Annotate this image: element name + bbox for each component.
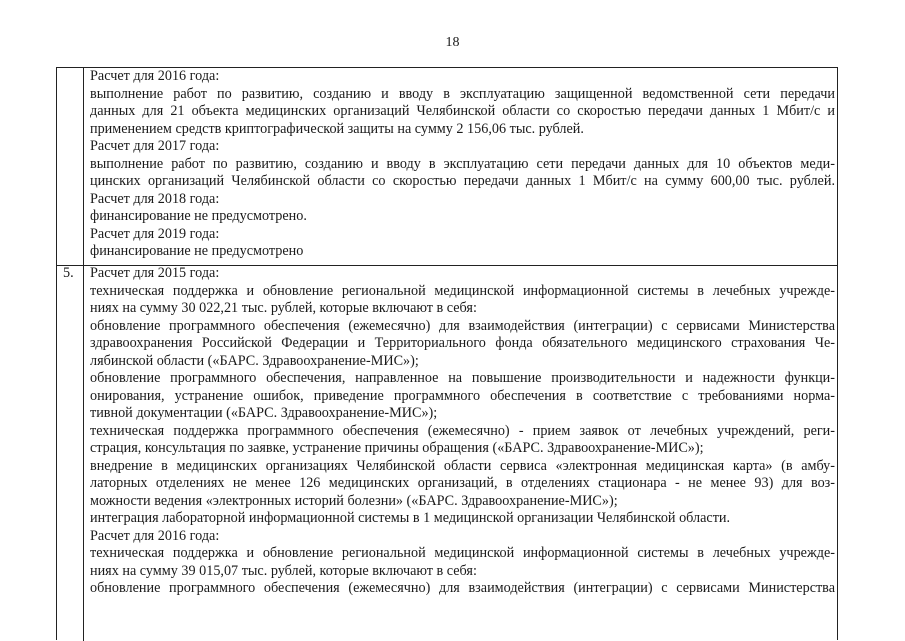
- text-line: Расчет для 2017 года:: [90, 138, 220, 154]
- row-number-cell: [57, 68, 84, 265]
- text-line: тивной документации («БАРС. Здравоохранение-МИС»);: [90, 405, 438, 421]
- text-line: латорных отделениях не менее 126 медицинских организаций, в отделениях стационара - не менее 93) для воз-: [90, 475, 835, 491]
- text-line: Расчет для 2018 года:: [90, 190, 220, 207]
- table-row: [57, 68, 837, 266]
- text-line: техническая поддержка и обновление региональной медицинской информационной системы в лечебных учрежде-: [90, 282, 835, 299]
- text-line: интеграция лабораторной информационной системы в 1 медицинской организации Челябинской области.: [90, 510, 731, 526]
- text-line: страция, консультация по заявке, устранение причины обращения («БАРС. Здравоохранение-МИС»);: [90, 440, 704, 456]
- text-line: финансирование не предусмотрено.: [90, 208, 307, 224]
- text-line: можности ведения «электронных историй болезни» («БАРС. Здравоохранение-МИС»);: [90, 492, 618, 509]
- text-line: лябинской области («БАРС. Здравоохранение-МИС»);: [90, 352, 419, 369]
- text-line: Расчет для 2019 года:: [90, 225, 220, 242]
- text-line: техническая поддержка программного обеспечения (ежемесячно) - прием заявок от лечебных учреждений, реги-: [90, 422, 835, 439]
- text-line: выполнение работ по развитию, созданию и вводу в эксплуатацию защищенной ведомственной сети передачи: [90, 85, 835, 102]
- text-line: данных для 21 объекта медицинских организаций Челябинской области со скоростью передачи данных 1 Мбит/с и: [90, 103, 835, 119]
- text-line: финансирование не предусмотрено: [90, 243, 304, 259]
- text-line: обновление программного обеспечения (ежемесячно) для взаимодействия (интеграции) с сервисами Министерства: [90, 580, 835, 596]
- row-text-cell: [90, 68, 835, 261]
- text-line: Расчет для 2015 года:: [90, 265, 220, 281]
- text-line: ниях на сумму 30 022,21 тыс. рублей, которые включают в себя:: [90, 300, 477, 316]
- table-row: [57, 265, 837, 641]
- row-number-cell: 5.: [57, 265, 84, 641]
- text-line: Расчет для 2016 года:: [90, 68, 220, 84]
- document-table: [56, 67, 838, 640]
- text-line: обновление программного обеспечения, направленное на повышение производительности и надежности функци-: [90, 370, 835, 386]
- text-line: Расчет для 2016 года:: [90, 527, 220, 544]
- text-line: онирования, устранение ошибок, приведение программного обеспечения в соответствие с требованиями норма-: [90, 387, 835, 404]
- page-number: 18: [445, 35, 460, 50]
- text-line: здравоохранения Российской Федерации и Территориального фонда обязательного медицинского страхования Че-: [90, 335, 835, 351]
- text-line: обновление программного обеспечения (ежемесячно) для взаимодействия (интеграции) с сервисами Министерства: [90, 317, 835, 334]
- text-line: внедрение в медицинских организациях Челябинской области сервиса «электронная медицинская карта» (в амбу-: [90, 457, 835, 474]
- text-line: выполнение работ по развитию, созданию и вводу в эксплуатацию сети передачи данных для 10 объектов меди-: [90, 155, 835, 172]
- row-text-cell: [90, 265, 835, 598]
- text-line: ниях на сумму 39 015,07 тыс. рублей, которые включают в себя:: [90, 562, 477, 579]
- text-line: техническая поддержка и обновление региональной медицинской информационной системы в лечебных учрежде-: [90, 545, 835, 561]
- text-line: применением средств криптографической защиты на сумму 2 156,06 тыс. рублей.: [90, 120, 584, 137]
- text-line: цинских организаций Челябинской области со скоростью передачи данных 1 Мбит/с на сумму 600,00 тыс. рублей.: [90, 173, 835, 189]
